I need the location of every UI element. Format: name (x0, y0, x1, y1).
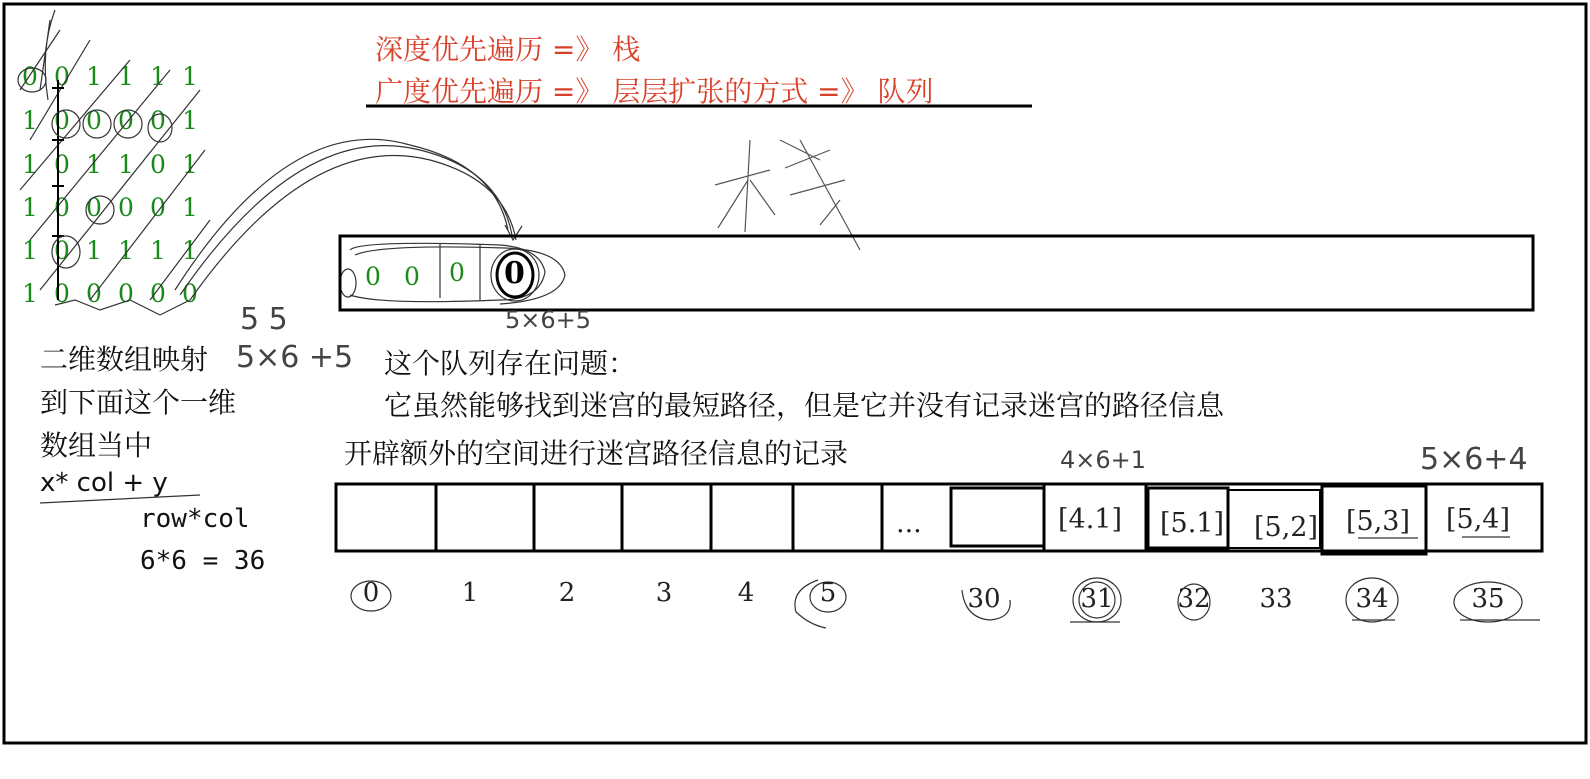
array-index: 32 (1177, 584, 1211, 614)
maze-cell: 0 (118, 106, 134, 135)
maze-cell: 0 (150, 193, 166, 222)
array-index: 30 (967, 584, 1001, 614)
array-index: 1 (461, 578, 479, 608)
maze-cell: 0 (54, 236, 70, 265)
array-index: 2 (558, 578, 576, 608)
maze-cell: 1 (118, 150, 134, 179)
index-formula: x* col + y (40, 468, 168, 498)
array-size: row*col (140, 504, 250, 534)
maze-cell: 1 (182, 236, 198, 265)
maze-cell: 0 (86, 279, 102, 308)
maze-cell: 1 (150, 62, 166, 91)
maze-cell: 1 (118, 236, 134, 265)
maze-cell: 0 (86, 106, 102, 135)
array-index: 34 (1355, 584, 1389, 614)
maze-cell: 0 (54, 279, 70, 308)
maze-cell: 0 (182, 279, 198, 308)
maze-cell: 0 (150, 279, 166, 308)
mapping-note-line3: 数组当中 (40, 429, 153, 462)
array-cell-value: [5,3] (1346, 506, 1411, 537)
maze-cell: 1 (182, 150, 198, 179)
stack-entry: 0 (504, 256, 525, 291)
stack-entry: 0 (365, 262, 381, 291)
maze-cell: 0 (118, 193, 134, 222)
maze-cell: 0 (150, 106, 166, 135)
maze-cell: 1 (86, 150, 102, 179)
stack-index-note: 5×6+5 (505, 306, 592, 334)
array-index: 33 (1259, 584, 1293, 614)
maze-cell: 1 (182, 193, 198, 222)
queue-issue: 这个队列存在问题： (384, 347, 637, 380)
mapping-note-line2: 到下面这个一维 (40, 386, 237, 419)
stack-entry: 0 (404, 262, 420, 291)
maze-cell: 1 (118, 62, 134, 91)
array-cell-value: [5,4] (1446, 504, 1511, 535)
maze-cell: 1 (22, 150, 38, 179)
array-index: 4 (737, 578, 755, 608)
maze-cell: 0 (150, 150, 166, 179)
heading-dfs: 深度优先遍历 =》 栈 (375, 33, 641, 66)
array-cell-value: [5,2] (1254, 512, 1319, 543)
stack-handwritten-label (725, 150, 805, 265)
maze-cell: 0 (54, 150, 70, 179)
queue-issue-detail: 它虽然能够找到迷宫的最短路径，但是它并没有记录迷宫的路径信息 (384, 389, 1225, 422)
array-index: 0 (362, 578, 380, 608)
array-size-calc: 6*6 = 36 (140, 546, 266, 576)
mapping-formula-note: 5×6 +5 (236, 340, 354, 375)
maze-cell: 1 (182, 62, 198, 91)
heading-bfs: 广度优先遍历 =》 层层扩张的方式 =》 队列 (375, 75, 934, 108)
array-ellipsis: ... (896, 508, 922, 539)
maze-cell: 0 (54, 62, 70, 91)
array-cell-value: [4.1] (1058, 504, 1123, 535)
maze-cell: 1 (22, 193, 38, 222)
mapping-note-line1: 二维数组映射 (40, 343, 209, 376)
queue-solution: 开辟额外的空间进行迷宫路径信息的记录 (344, 437, 849, 470)
maze-cell: 0 (54, 193, 70, 222)
stack-entry: 0 (449, 258, 465, 287)
maze-cell: 1 (150, 236, 166, 265)
maze-cell: 1 (22, 106, 38, 135)
maze-cell: 0 (22, 62, 38, 91)
maze-cell: 1 (22, 279, 38, 308)
maze-cell: 1 (86, 62, 102, 91)
maze-cell: 0 (118, 279, 134, 308)
maze-cell: 1 (182, 106, 198, 135)
cell-31-note: 4×6+1 (1060, 446, 1147, 474)
array-index: 3 (655, 578, 673, 608)
maze-cell: 1 (86, 236, 102, 265)
array-index: 5 (819, 578, 837, 608)
maze-cell: 0 (54, 106, 70, 135)
array-index: 35 (1471, 584, 1505, 614)
maze-cell: 0 (86, 193, 102, 222)
grid-coordinate-note: 5 5 (240, 302, 288, 337)
maze-cell: 1 (22, 236, 38, 265)
array-index: 31 (1080, 584, 1114, 614)
cell-35-note: 5×6+4 (1420, 442, 1528, 477)
array-cell-value: [5.1] (1160, 508, 1225, 539)
